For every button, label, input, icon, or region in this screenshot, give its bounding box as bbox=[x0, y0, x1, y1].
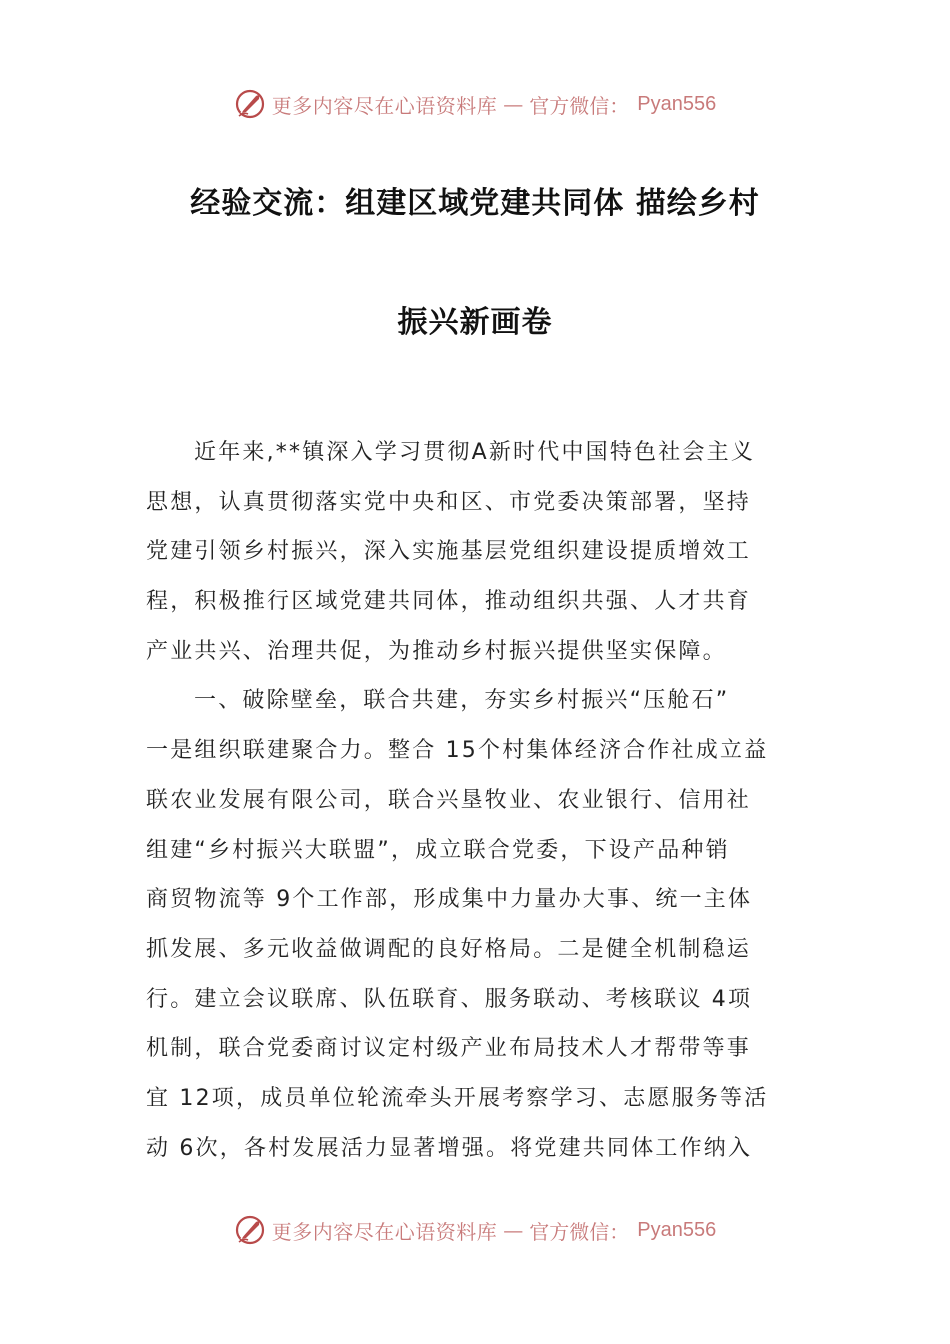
watermark-wechat-label: 官方微信： bbox=[529, 93, 630, 118]
watermark-dash: — bbox=[503, 1218, 524, 1242]
body-line: 程，积极推行区域党建共同体，推动组织共强、人才共育 bbox=[146, 589, 752, 615]
body-line: 一是组织联建聚合力。整合 15个村集体经济合作社成立益 bbox=[146, 738, 769, 764]
body-line: 产业共兴、治理共促，为推动乡村振兴提供坚实保障。 bbox=[146, 638, 727, 664]
watermark-wechat-label: 官方微信： bbox=[529, 1219, 630, 1244]
body-line: 宜 12项，成员单位轮流牵头开展考察学习、志愿服务等活 bbox=[146, 1085, 769, 1111]
document-title-line-1: 经验交流：组建区域党建共同体 描绘乡村 bbox=[190, 186, 760, 221]
body-line: 机制，联合党委商讨议定村级产业布局技术人才帮带等事 bbox=[146, 1036, 752, 1062]
body-line: 行。建立会议联席、队伍联育、服务联动、考核联议 4项 bbox=[146, 986, 753, 1012]
document-body bbox=[146, 428, 806, 1173]
watermark-footer bbox=[0, 1212, 950, 1248]
body-line: 商贸物流等 9个工作部，形成集中力量办大事、统一主体 bbox=[146, 887, 753, 913]
body-line: 抓发展、多元收益做调配的良好格局。二是健全机制稳运 bbox=[146, 936, 752, 962]
watermark-site-text: 更多内容尽在心语资料库 bbox=[271, 93, 498, 118]
watermark-wechat-id: Pyan556 bbox=[637, 1218, 717, 1241]
watermark-dash: — bbox=[503, 92, 524, 116]
body-line: 党建引领乡村振兴，深入实施基层党组织建设提质增效工 bbox=[146, 539, 752, 565]
section-heading: 一、破除壁垒，联合共建，夯实乡村振兴“压舱石” bbox=[194, 688, 730, 714]
body-line: 动 6次，各村发展活力显著增强。将党建共同体工作纳入 bbox=[146, 1135, 753, 1161]
body-line: 组建“乡村振兴大联盟”，成立联合党委，下设产品种销 bbox=[146, 837, 730, 863]
document-title-line-2: 振兴新画卷 bbox=[397, 305, 553, 340]
body-line: 近年来,**镇深入学习贯彻A新时代中国特色社会主义 bbox=[194, 440, 756, 465]
watermark-header bbox=[0, 86, 950, 122]
body-line: 联农业发展有限公司，联合兴垦牧业、农业银行、信用社 bbox=[146, 787, 752, 813]
watermark-site-text: 更多内容尽在心语资料库 bbox=[271, 1219, 498, 1244]
body-line: 思想，认真贯彻落实党中央和区、市党委决策部署，坚持 bbox=[146, 489, 752, 515]
quill-logo-icon bbox=[234, 88, 266, 120]
watermark-wechat-id: Pyan556 bbox=[637, 92, 717, 115]
quill-logo-icon bbox=[234, 1214, 266, 1246]
